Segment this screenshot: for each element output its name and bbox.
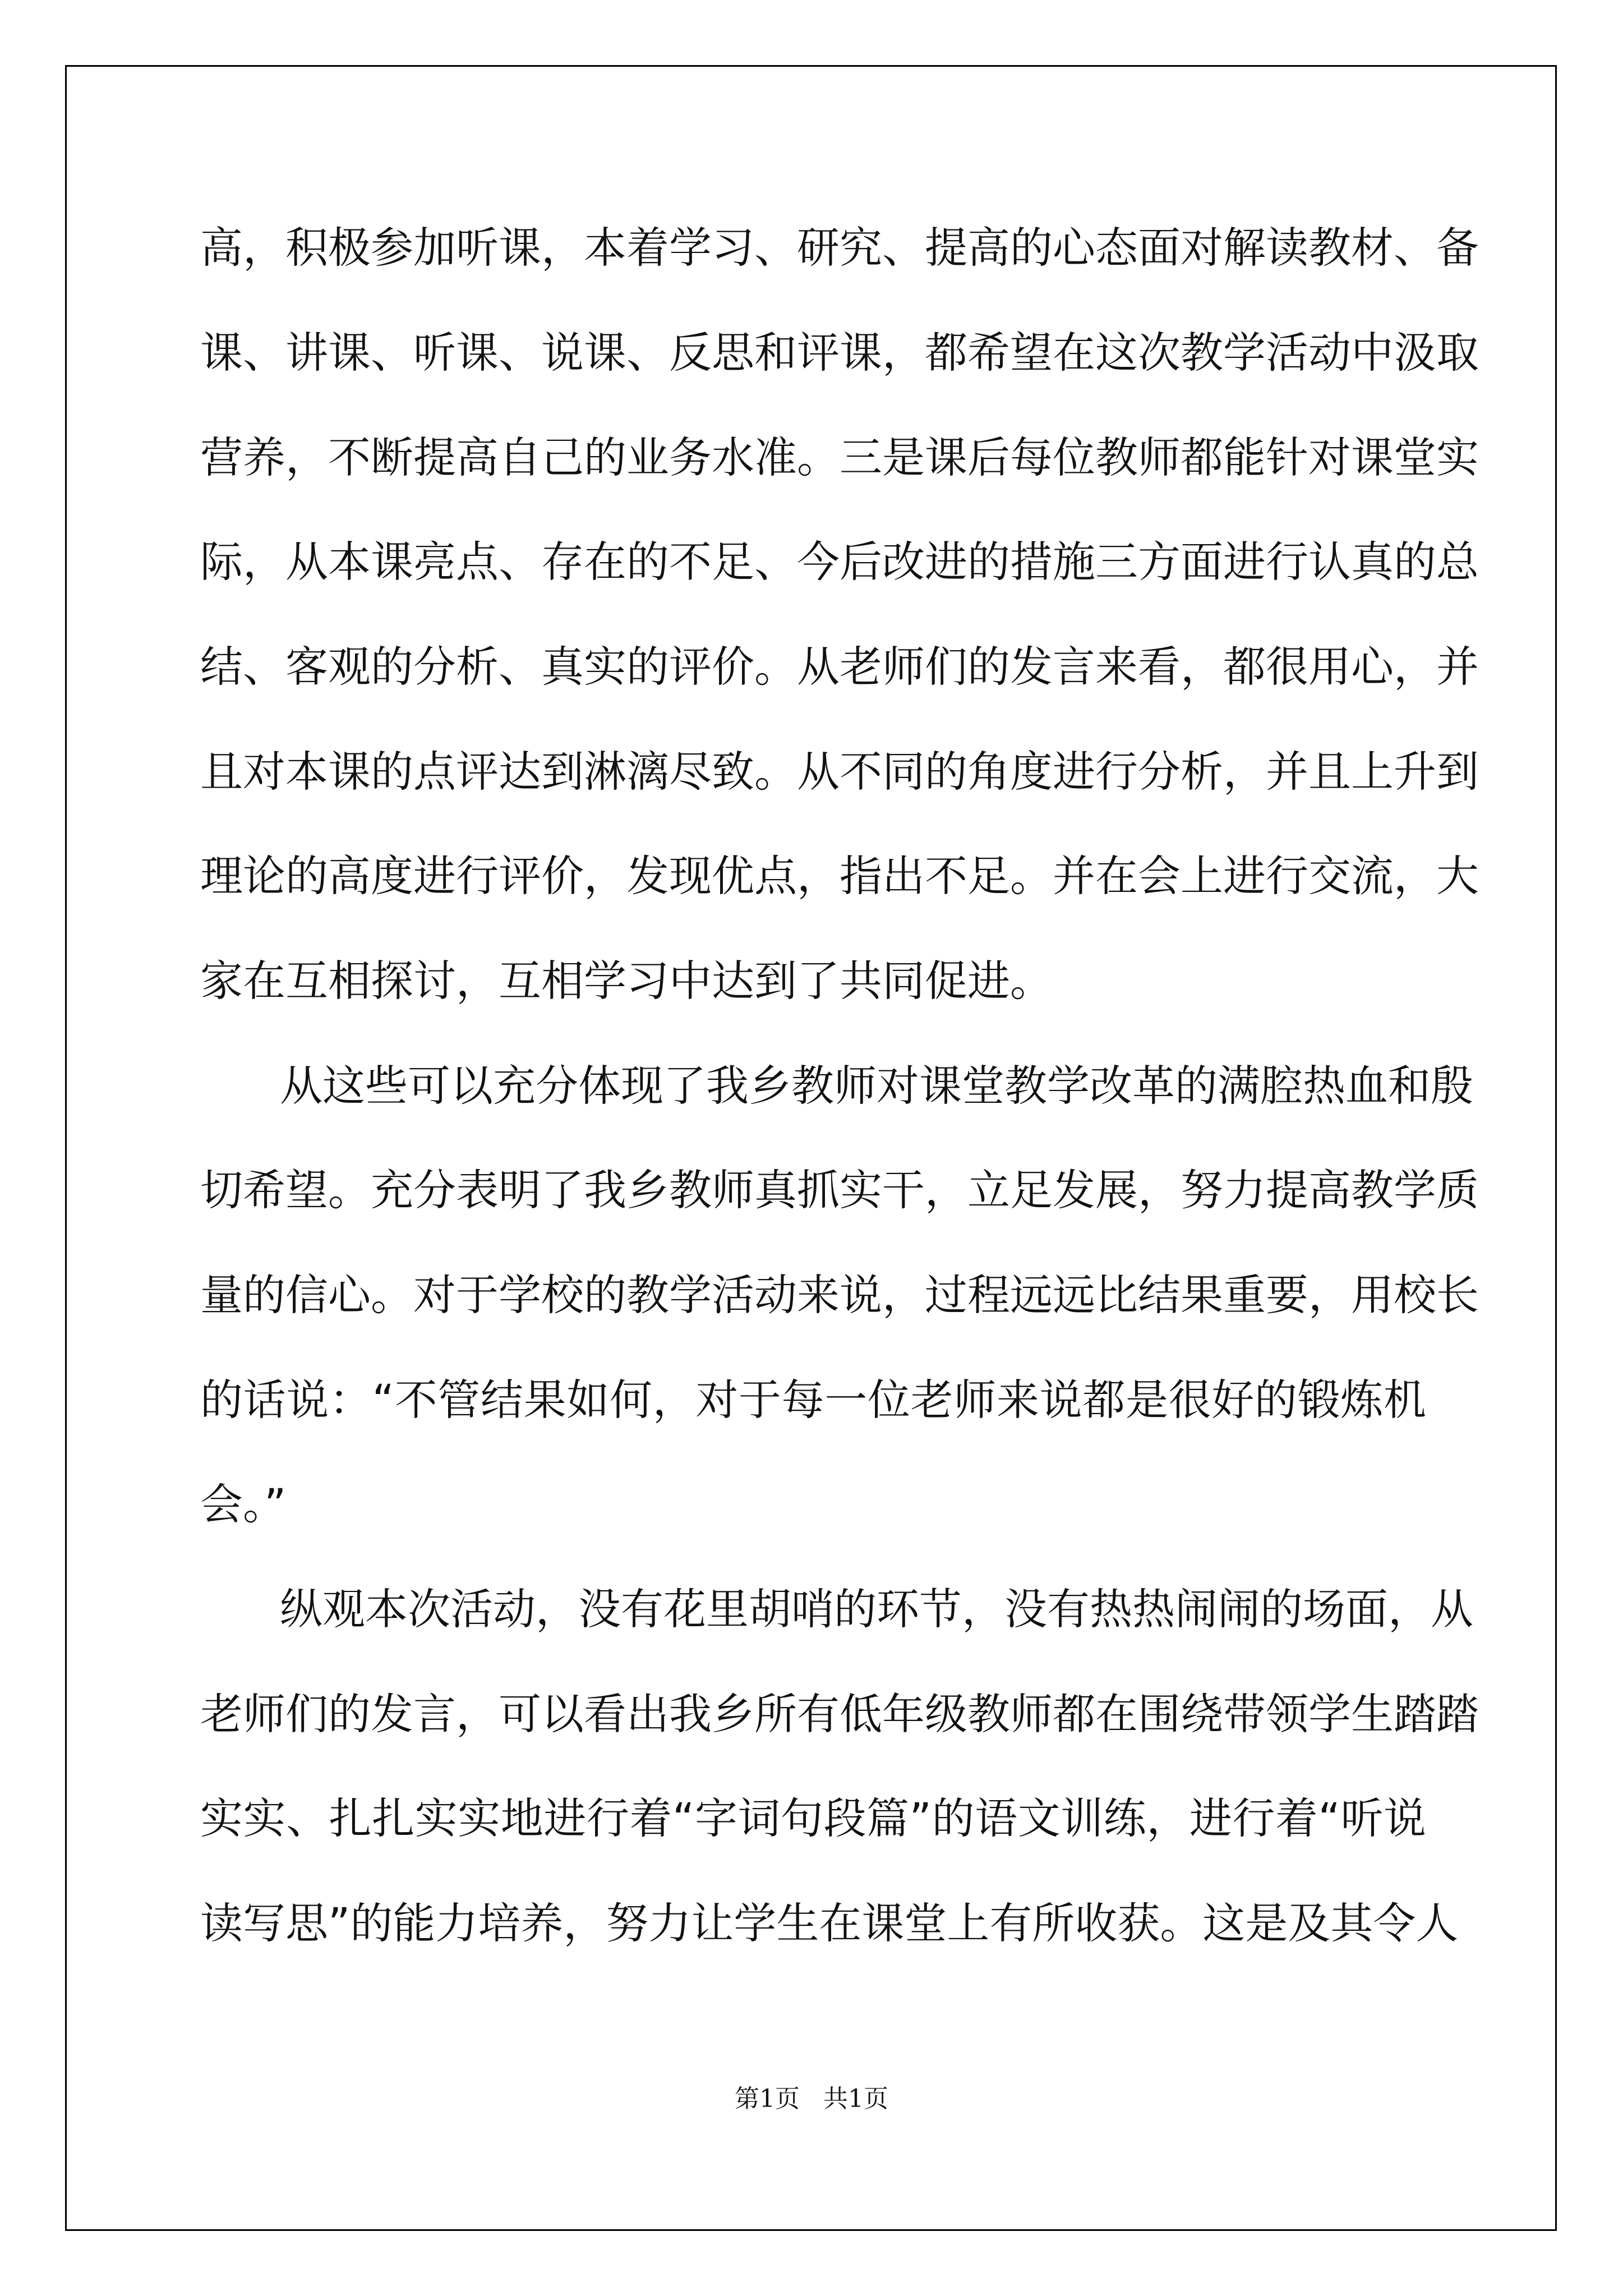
text-line: 课、讲课、听课、说课、反思和评课，都希望在这次教学活动中汲取 xyxy=(200,328,1479,378)
text-line: 结、客观的分析、真实的评价。从老师们的发言来看，都很用心，并 xyxy=(200,642,1479,692)
text-line: 量的信心。对于学校的教学活动来说，过程远远比结果重要，用校长 xyxy=(200,1270,1479,1320)
paragraph-first-line: 从这些可以充分体现了我乡教师对课堂教学改革的满腔热血和殷 xyxy=(280,1061,1473,1111)
text-line: 际，从本课亮点、存在的不足、今后改进的措施三方面进行认真的总 xyxy=(200,537,1479,587)
page-footer: 第1页 共1页 xyxy=(735,2085,888,2113)
text-line: 会。” xyxy=(200,1479,287,1529)
text-line: 理论的高度进行评价，发现优点，指出不足。并在会上进行交流，大 xyxy=(200,851,1479,901)
text-line: 的话说：“不管结果如何，对于每一位老师来说都是很好的锻炼机 xyxy=(200,1375,1426,1425)
text-line: 读写思”的能力培养，努力让学生在课堂上有所收获。这是及其令人 xyxy=(200,1898,1459,1948)
text-line: 老师们的发言，可以看出我乡所有低年级教师都在围绕带领学生踏踏 xyxy=(200,1689,1479,1739)
text-line: 营养，不断提高自己的业务水准。三是课后每位教师都能针对课堂实 xyxy=(200,432,1479,482)
text-line: 且对本课的点评达到淋漓尽致。从不同的角度进行分析，并且上升到 xyxy=(200,747,1479,797)
text-line: 切希望。充分表明了我乡教师真抓实干，立足发展，努力提高教学质 xyxy=(200,1165,1479,1215)
text-line: 实实、扎扎实实地进行着“字词句段篇”的语文训练，进行着“听说 xyxy=(200,1793,1426,1843)
text-line: 家在互相探讨，互相学习中达到了共同促进。 xyxy=(200,956,1053,1006)
text-line: 高，积极参加听课，本着学习、研究、提高的心态面对解读教材、备 xyxy=(200,223,1479,273)
paragraph-first-line: 纵观本次活动，没有花里胡哨的环节，没有热热闹闹的场面，从 xyxy=(280,1584,1473,1634)
